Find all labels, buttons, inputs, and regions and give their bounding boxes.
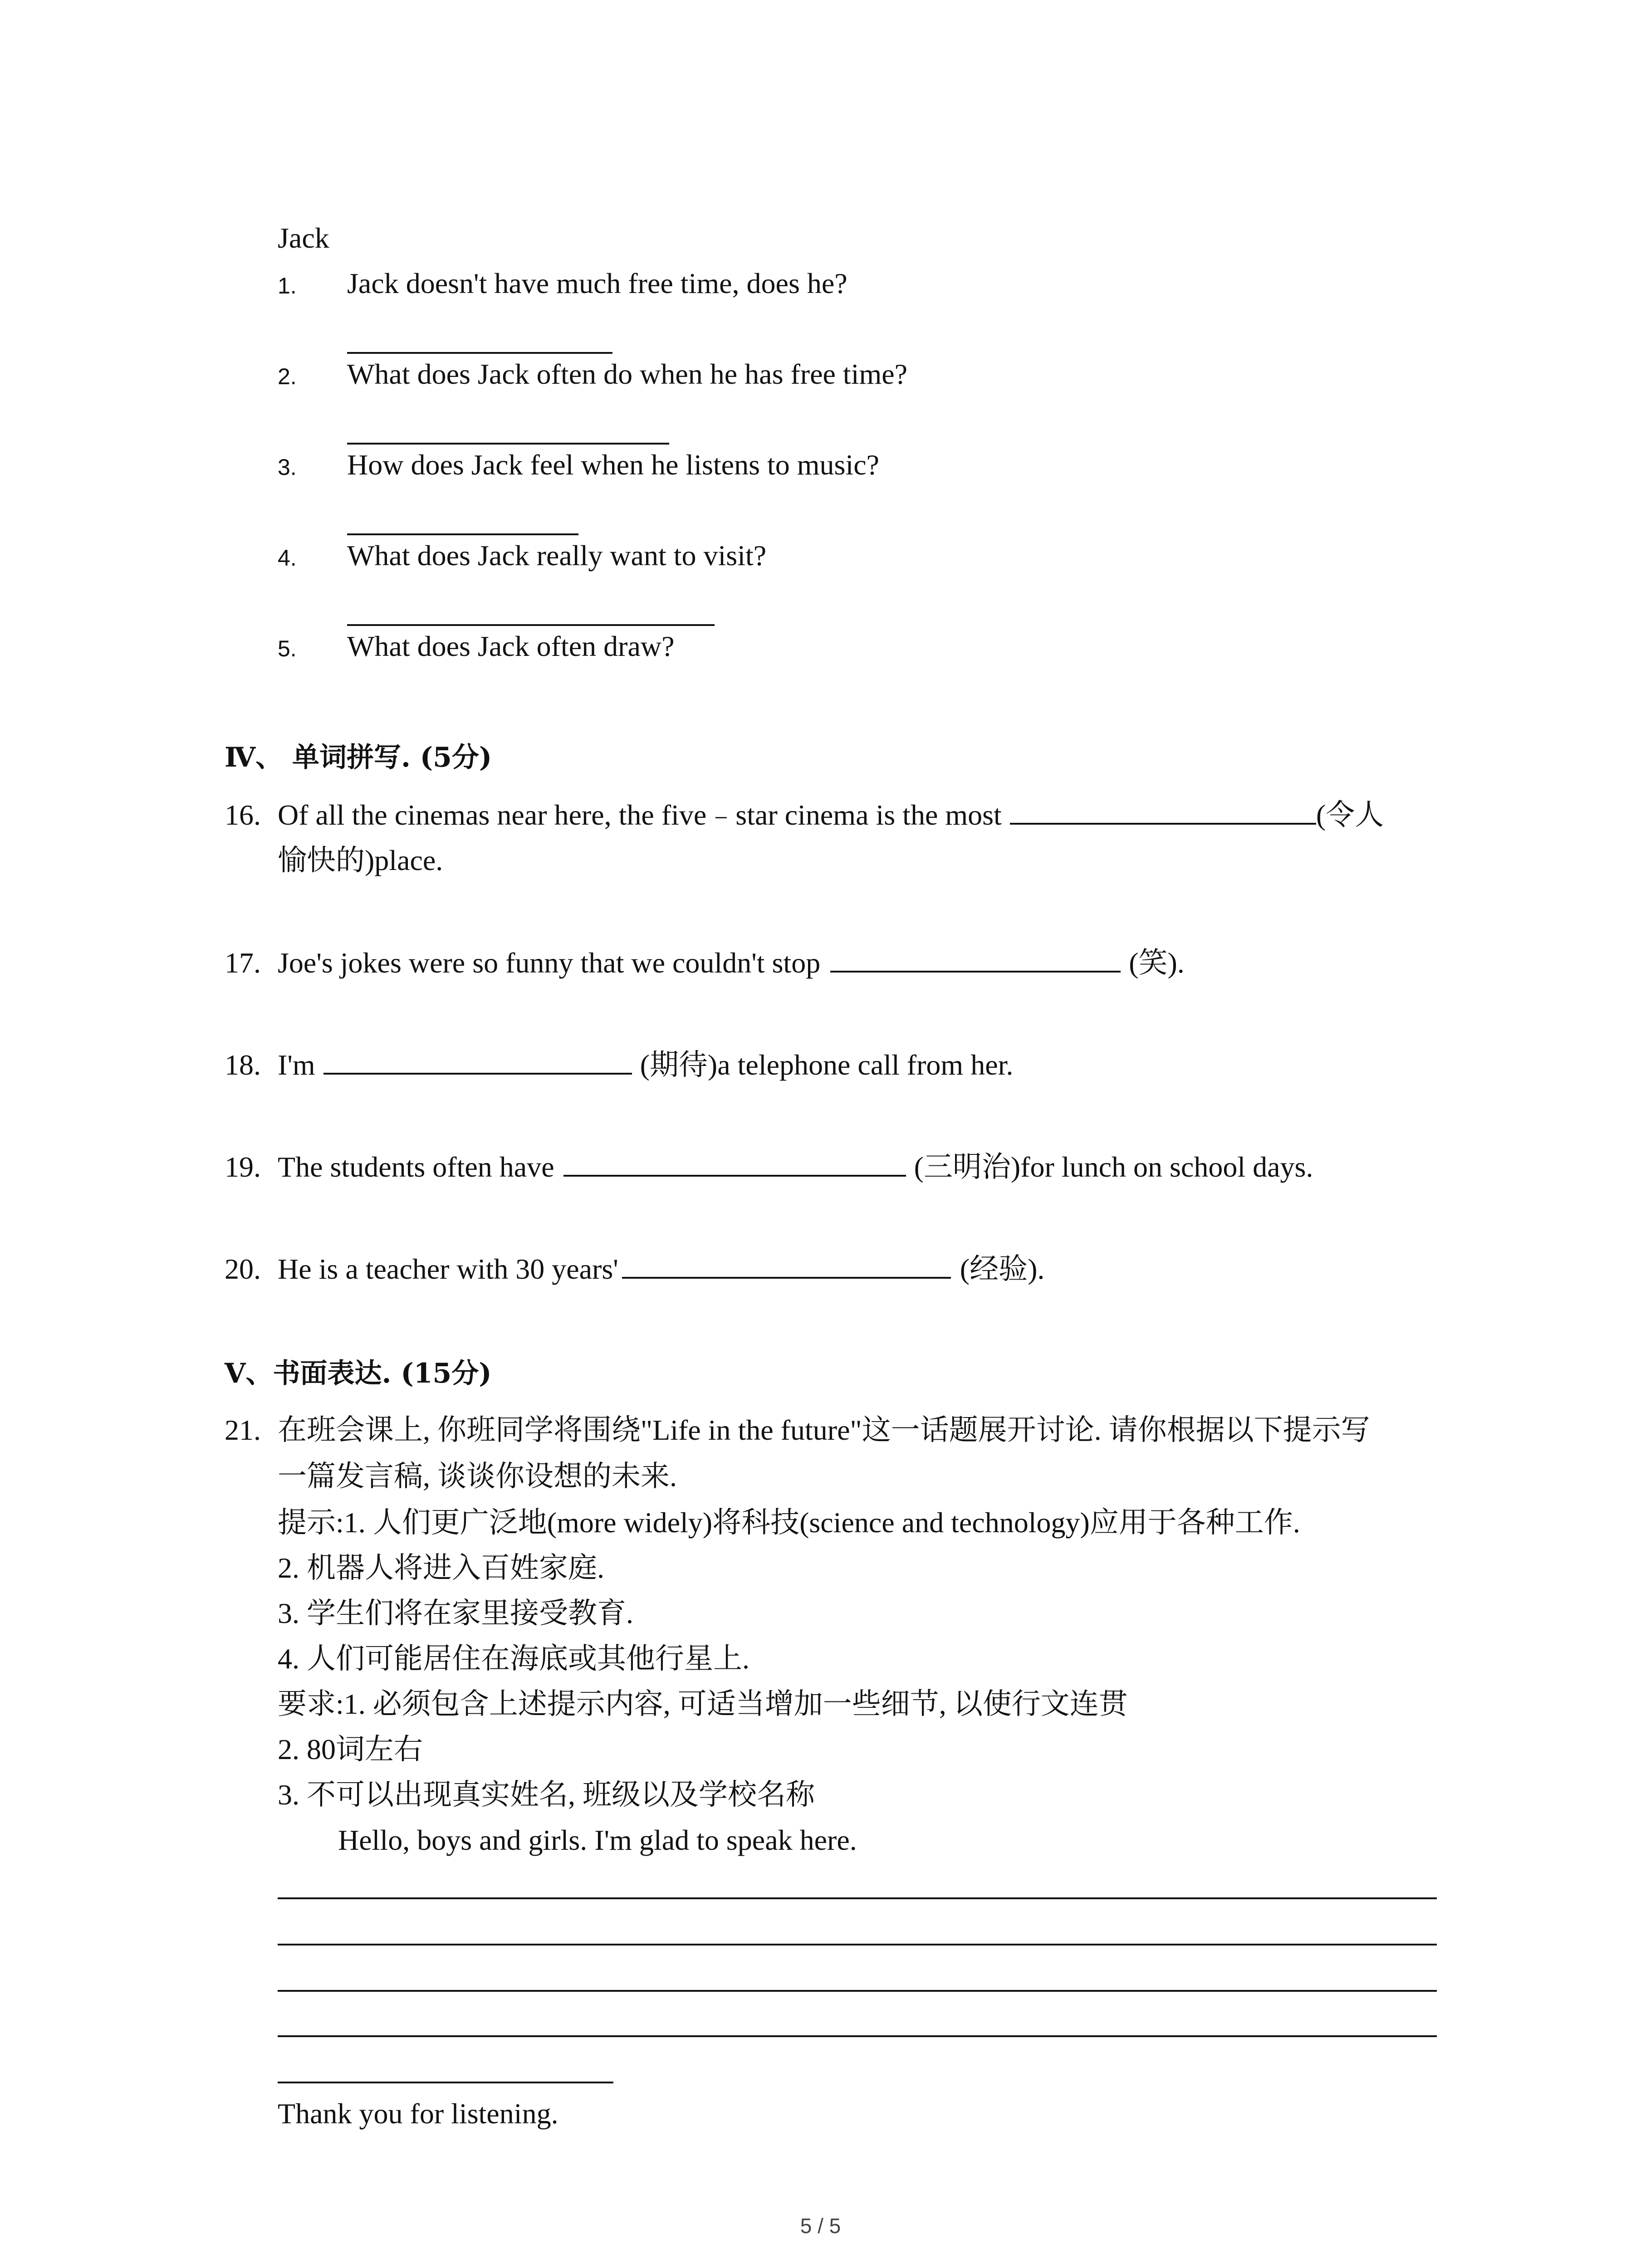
writing-prompt-line: 3. 不可以出现真实姓名, 班级以及学校名称	[278, 1779, 815, 1811]
question-text: What does Jack often draw?	[347, 630, 675, 662]
essay-closing: Thank you for listening.	[278, 2097, 558, 2130]
item-number: 19.	[225, 1151, 261, 1183]
item-line	[278, 795, 1384, 836]
item-number: 17.	[225, 947, 261, 979]
writing-prompt-line: 要求:1. 必须包含上述提示内容, 可适当增加一些细节, 以使行文连贯	[278, 1688, 1128, 1720]
writing-line[interactable]	[278, 1990, 1437, 1992]
writing-prompt-line: 3. 学生们将在家里接受教育.	[278, 1597, 633, 1629]
item-hint: (三明治)for lunch on school days.	[914, 1151, 1313, 1183]
writing-prompt-line: 提示:1. 人们更广泛地(more widely)将科技(science and technology)应用于各种工作.	[278, 1506, 1300, 1539]
item-hint: (期待)a telephone call from her.	[640, 1049, 1014, 1081]
writing-prompt-line: 在班会课上, 你班同学将围绕"Life in the future"这一话题展开讨论. 请你根据以下提示写	[278, 1414, 1370, 1446]
item-hint: (令人	[1316, 799, 1384, 831]
item-number: 20.	[225, 1253, 261, 1285]
question-number: 2.	[278, 364, 297, 389]
reading-name: Jack	[278, 222, 329, 254]
question-number: 4.	[278, 545, 297, 571]
writing-prompt-line: 4. 人们可能居住在海底或其他行星上.	[278, 1642, 749, 1675]
writing-prompt-line: 2. 机器人将进入百姓家庭.	[278, 1552, 604, 1584]
writing-prompt-line: 一篇发言稿, 谈谈你设想的未来.	[278, 1460, 677, 1492]
item-prompt: He is a teacher with 30 years'	[278, 1253, 618, 1285]
section-heading: Ⅴ、书面表达. (15分)	[225, 1358, 492, 1389]
item-prompt: Of all the cinemas near here, the five﹣star cinema is the most	[278, 799, 1002, 831]
question-text: What does Jack really want to visit?	[347, 539, 767, 572]
question-text: Jack doesn't have much free time, does he?	[347, 267, 847, 299]
item-line	[278, 1249, 1044, 1290]
writing-line[interactable]	[278, 2082, 613, 2083]
item-hint: (笑).	[1129, 947, 1185, 979]
answer-blank[interactable]	[830, 944, 1121, 973]
question-number: 1.	[278, 273, 297, 298]
section-heading: Ⅳ、 单词拼写. (5分)	[225, 742, 492, 773]
item-line	[278, 1045, 1013, 1085]
answer-blank[interactable]	[1010, 797, 1316, 825]
writing-line[interactable]	[278, 1944, 1437, 1945]
page-number: 5 / 5	[800, 2214, 841, 2238]
answer-blank[interactable]	[622, 1251, 951, 1279]
item-prompt: Joe's jokes were so funny that we couldn't stop	[278, 947, 821, 979]
writing-line[interactable]	[278, 1897, 1437, 1899]
item-prompt: I'm	[278, 1049, 315, 1081]
item-number: 21.	[225, 1414, 261, 1446]
answer-blank[interactable]	[563, 1149, 906, 1177]
writing-prompt-line: 2. 80词左右	[278, 1733, 423, 1765]
question-text: What does Jack often do when he has free time?	[347, 358, 908, 390]
item-hint: (经验).	[960, 1253, 1045, 1285]
item-line	[278, 943, 1185, 983]
item-number: 16.	[225, 799, 261, 831]
item-prompt: The students often have	[278, 1151, 554, 1183]
question-number: 3.	[278, 455, 297, 480]
item-hint-continued: 愉快的)place.	[278, 844, 443, 876]
essay-opening: Hello, boys and girls. I'm glad to speak here.	[338, 1824, 857, 1856]
writing-line[interactable]	[278, 2035, 1437, 2037]
item-line	[278, 1147, 1313, 1188]
question-number: 5.	[278, 636, 297, 661]
answer-blank[interactable]	[323, 1046, 632, 1075]
item-number: 18.	[225, 1049, 261, 1081]
question-text: How does Jack feel when he listens to music?	[347, 449, 880, 481]
